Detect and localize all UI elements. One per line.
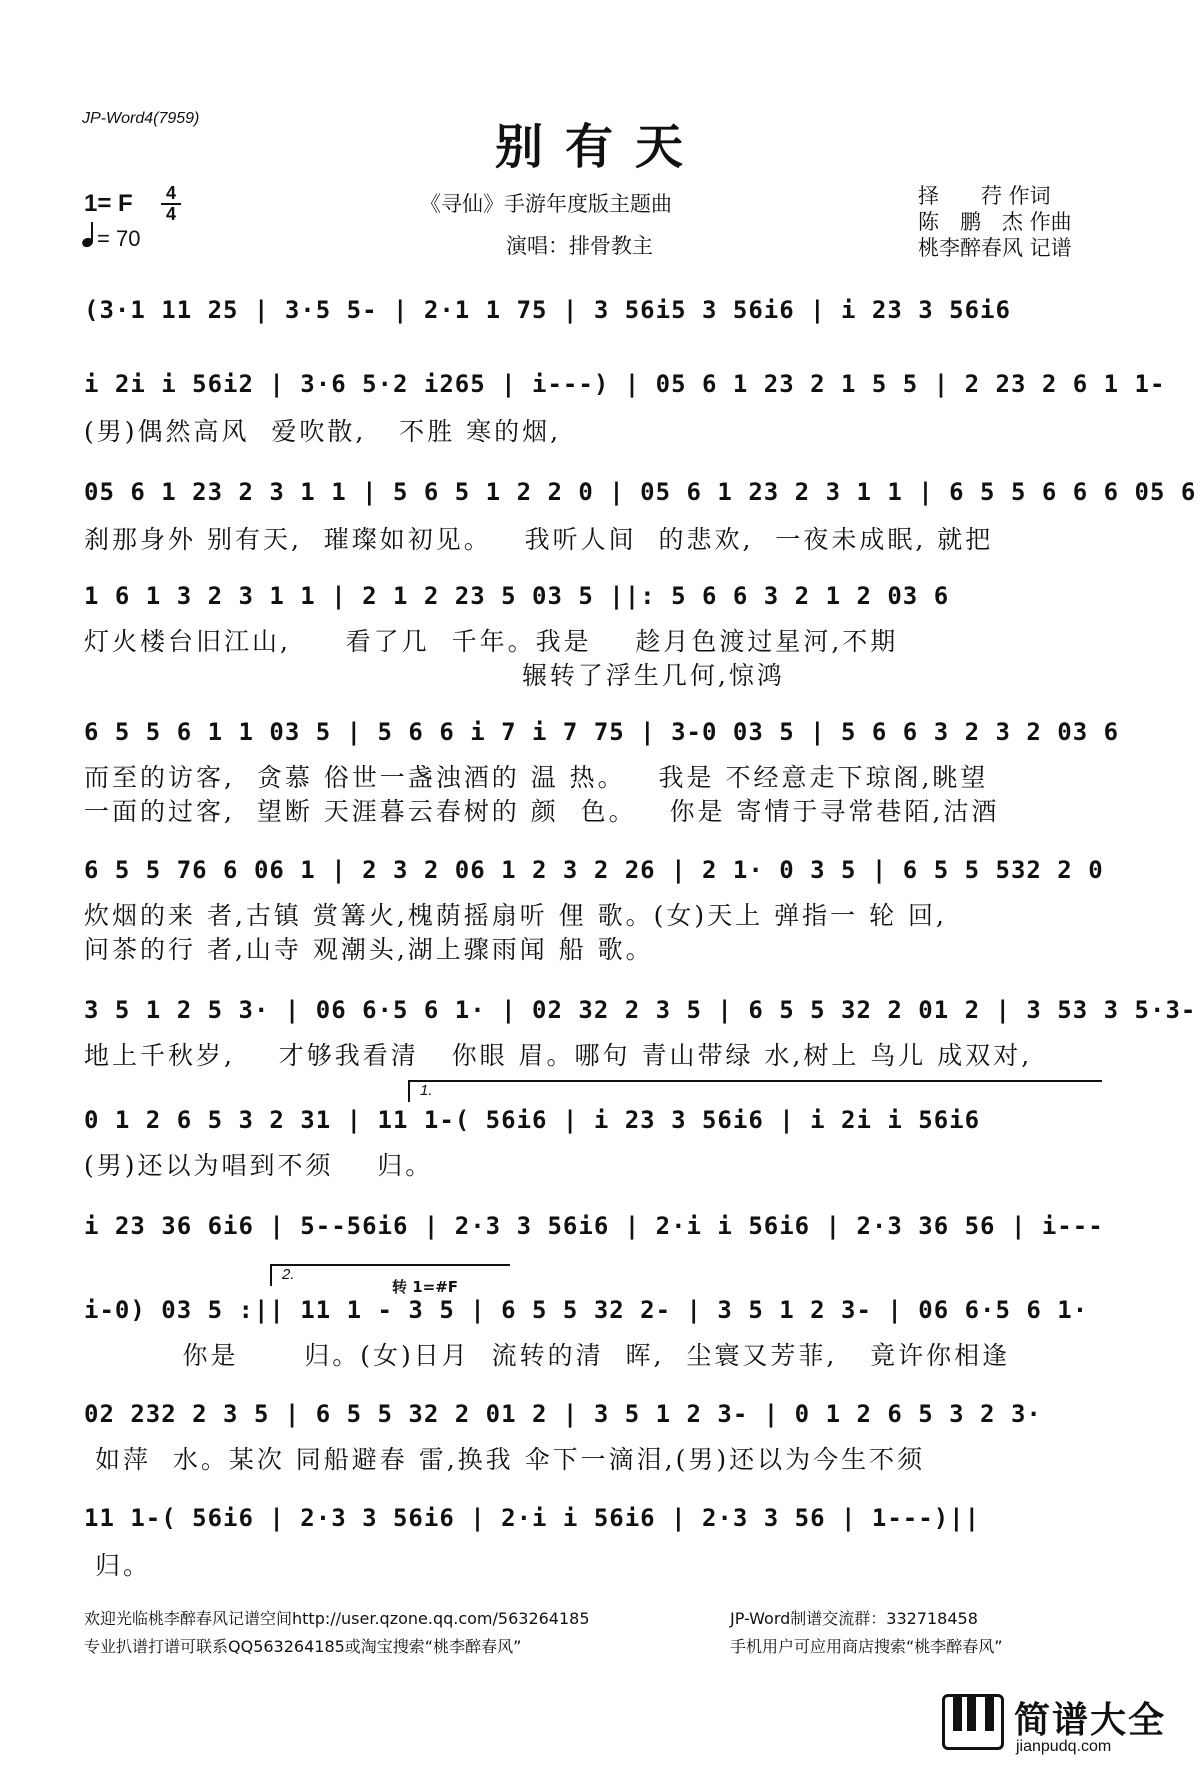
key-change-marker: 转 1=#F [392, 1278, 459, 1296]
first-ending-label: 1. [420, 1082, 433, 1099]
staff-line-5: 6 5 5 6 1 1 03 5 | 5 6 6 i 7 i 7 75 | 3-0 03 5 | 5 6 6 3 2 3 2 03 6 [84, 718, 1120, 746]
staff-line-10: i-0) 03 5 :|| 11 1 - 3 5 | 6 5 5 32 2- | 3 5 1 2 3- | 06 6·5 6 1· [84, 1296, 1089, 1324]
time-signature-top: 4 [165, 183, 176, 203]
footer-mobile: 手机用户可应用商店搜索“桃李醉春风” [730, 1637, 1003, 1656]
software-version: JP-Word4(7959) [82, 110, 200, 127]
staff-line-1: (3·1 11 25 | 3·5 5- | 2·1 1 75 | 3 56i5 3 56i6 | i 23 3 56i6 [84, 296, 1011, 324]
staff-line-8: 0 1 2 6 5 3 2 31 | 11 1-( 56i6 | i 23 3 56i6 | i 2i i 56i6 [84, 1106, 981, 1134]
staff-line-9: i 23 36 6i6 | 5--56i6 | 2·3 3 56i6 | 2·i i 56i6 | 2·3 36 56 | i--- [84, 1212, 1104, 1240]
second-ending-label: 2. [282, 1266, 295, 1283]
footer-website: 欢迎光临桃李醉春风记谱空间http://user.qzone.qq.com/563264185 [84, 1609, 590, 1628]
tempo-value: = 70 [97, 226, 141, 251]
lyric-line-8: (男)还以为唱到不须 归。 [84, 1151, 434, 1180]
staff-line-4: 1 6 1 3 2 3 1 1 | 2 1 2 23 5 03 5 ||: 5 6 6 3 2 1 2 03 6 [84, 582, 950, 610]
staff-line-7: 3 5 1 2 5 3· | 06 6·5 6 1· | 02 32 2 3 5 | 6 5 5 32 2 01 2 | 3 53 3 5·3- [84, 996, 1197, 1024]
song-subtitle: 《寻仙》手游年度版主题曲 [420, 192, 672, 216]
site-logo [942, 1694, 1182, 1754]
lyric-line-5b: 一面的过客, 望断 天涯暮云春树的 颜 色。 你是 寄情于寻常巷陌,沽酒 [84, 797, 1000, 826]
transcriber-credit: 桃李醉春风 记谱 [918, 236, 1072, 260]
staff-line-11: 02 232 2 3 5 | 6 5 5 32 2 01 2 | 3 5 1 2 3- | 0 1 2 6 5 3 2 3· [84, 1400, 1042, 1428]
lyric-line-4a: 灯火楼台旧江山, 看了几 千年。我是 趁月色渡过星河,不期 [84, 627, 899, 656]
composer-credit: 陈 鹏 杰 作曲 [918, 210, 1072, 234]
first-ending-bracket [408, 1080, 1102, 1102]
lyric-line-7: 地上千秋岁, 才够我看清 你眼 眉。哪句 青山带绿 水,树上 鸟儿 成双对, [84, 1041, 1033, 1070]
lyric-line-12: 归。 [84, 1551, 151, 1580]
footer-contact: 专业扒谱打谱可联系QQ563264185或淘宝搜索“桃李醉春风” [84, 1637, 522, 1656]
staff-line-2: i 2i i 56i2 | 3·6 5·2 i265 | i---) | 05 6 1 23 2 1 5 5 | 2 23 2 6 1 1- [84, 370, 1166, 398]
staff-line-3: 05 6 1 23 2 3 1 1 | 5 6 5 1 2 2 0 | 05 6 1 23 2 3 1 1 | 6 5 5 6 6 6 05 6 [84, 478, 1197, 506]
lyric-line-6a: 炊烟的来 者,古镇 赏篝火,槐荫摇扇听 俚 歌。(女)天上 弹指一 轮 回, [84, 901, 947, 930]
lyric-line-3: 刹那身外 别有天, 璀璨如初见。 我听人间 的悲欢, 一夜未成眠, 就把 [84, 525, 994, 554]
singer-credit: 演唱：排骨教主 [506, 234, 653, 258]
staff-line-6: 6 5 5 76 6 06 1 | 2 3 2 06 1 2 3 2 26 | 2 1· 0 3 5 | 6 5 5 532 2 0 [84, 856, 1104, 884]
key-signature: 1= F [84, 190, 133, 217]
lyric-line-10: 你是 归。(女)日月 流转的清 晖, 尘寰又芳菲, 竟许你相逢 [84, 1341, 1011, 1370]
song-title: 别有天 [494, 119, 705, 175]
lyricist-credit: 择 荇 作词 [918, 184, 1051, 208]
lyric-line-4b: 辗转了浮生几何,惊鸿 [84, 661, 785, 690]
logo-site-text: jianpudq.com [1016, 1738, 1112, 1755]
piano-keys-icon [942, 1694, 1004, 1750]
second-ending-bracket [270, 1264, 510, 1286]
lyric-line-2: (男)偶然高风 爱吹散, 不胜 寒的烟, [84, 417, 562, 446]
staff-line-12: 11 1-( 56i6 | 2·3 3 56i6 | 2·i i 56i6 | 2·3 3 56 | 1---)|| [84, 1504, 981, 1532]
lyric-line-6b: 问茶的行 者,山寺 观潮头,湖上骤雨闻 船 歌。 [84, 935, 654, 964]
lyric-line-5a: 而至的访客, 贪慕 俗世一盏浊酒的 温 热。 我是 不经意走下琼阁,眺望 [84, 763, 989, 792]
time-signature-bottom: 4 [165, 204, 176, 224]
time-signature [160, 184, 182, 224]
footer-group: JP-Word制谱交流群：332718458 [730, 1609, 978, 1628]
lyric-line-11: 如萍 水。某次 同船避春 雷,换我 伞下一滴泪,(男)还以为今生不须 [84, 1445, 926, 1474]
tempo-marking [82, 226, 140, 252]
logo-brand-text: 简谱大全 [1014, 1700, 1167, 1741]
